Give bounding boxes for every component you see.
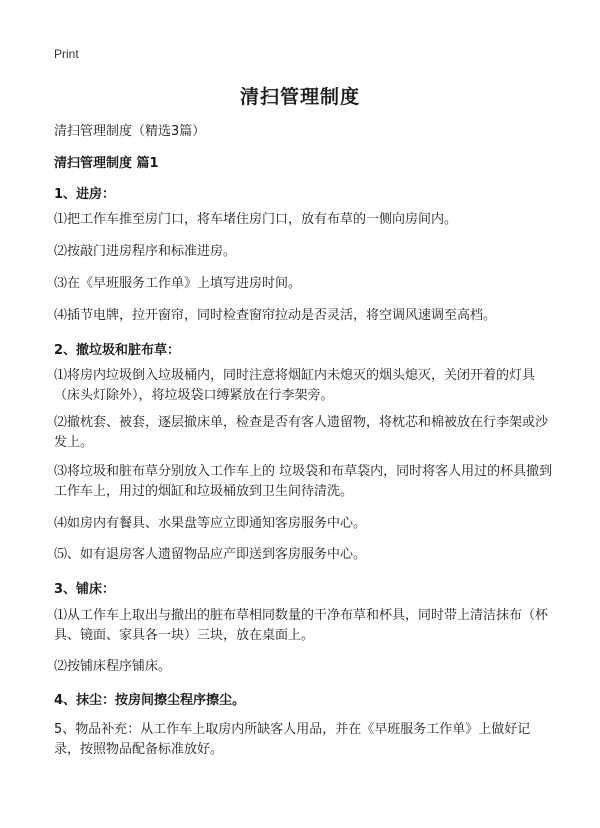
document-title: 清扫管理制度 — [239, 86, 360, 108]
paragraph: ⑵撤枕套、被套，逐层撤床单，检查是否有客人遗留物，将枕芯和棉被放在行李架或沙发上。 — [54, 415, 549, 450]
heading-dusting: 4、抹尘：按房间擦尘程序擦尘。 — [54, 693, 246, 708]
paragraph: ⑵按敲门进房程序和标准进房。 — [54, 244, 237, 259]
paragraph: ⑶将垃圾和脏布草分别放入工作车上的 垃圾袋和布草袋内，同时将客人用过的杯具撤到工作车上，用过的烟缸和垃圾桶放到卫生间待清洗。 — [54, 464, 553, 499]
paragraph: ⑶在《早班服务工作单》上填写进房时间。 — [54, 276, 302, 291]
paragraph: 5、物品补充：从工作车上取房内所缺客人用品，并在《早班服务工作单》上做好记录，按照物品配备标准放好。 — [54, 722, 531, 757]
paragraph: ⑷插节电牌，拉开窗帘，同时检查窗帘拉动是否灵活，将空调风速调至高档。 — [54, 308, 497, 323]
heading-entering-room: 1、进房： — [54, 187, 116, 202]
paragraph: ⑸、如有退房客人遗留物品应产即送到客房服务中心。 — [54, 547, 367, 562]
paragraph: ⑷如房内有餐具、水果盘等应立即通知客房服务中心。 — [54, 516, 367, 531]
heading-remove-garbage: 2、撤垃圾和脏布草： — [54, 343, 181, 358]
paragraph: ⑴将房内垃圾倒入垃圾桶内，同时注意将烟缸内未熄灭的烟头熄灭，关闭开着的灯具（床头灯除外），将垃圾袋口缚紧放在行李架旁。 — [54, 368, 536, 403]
paragraph: ⑵按铺床程序铺床。 — [54, 659, 172, 674]
paragraph: ⑴把工作车推至房门口，将车堵住房门口，放有布草的一侧向房间内。 — [54, 212, 458, 227]
heading-make-bed: 3、铺床： — [54, 582, 116, 597]
print-label: Print — [54, 47, 79, 61]
document-subtitle: 清扫管理制度（精选3篇） — [54, 124, 206, 139]
paragraph: ⑴从工作车上取出与撤出的脏布草相同数量的干净布草和杯具，同时带上清洁抹布（杯具、镜面、家具各一块）三块，放在桌面上。 — [54, 608, 549, 643]
section-heading: 清扫管理制度 篇1 — [54, 156, 159, 171]
